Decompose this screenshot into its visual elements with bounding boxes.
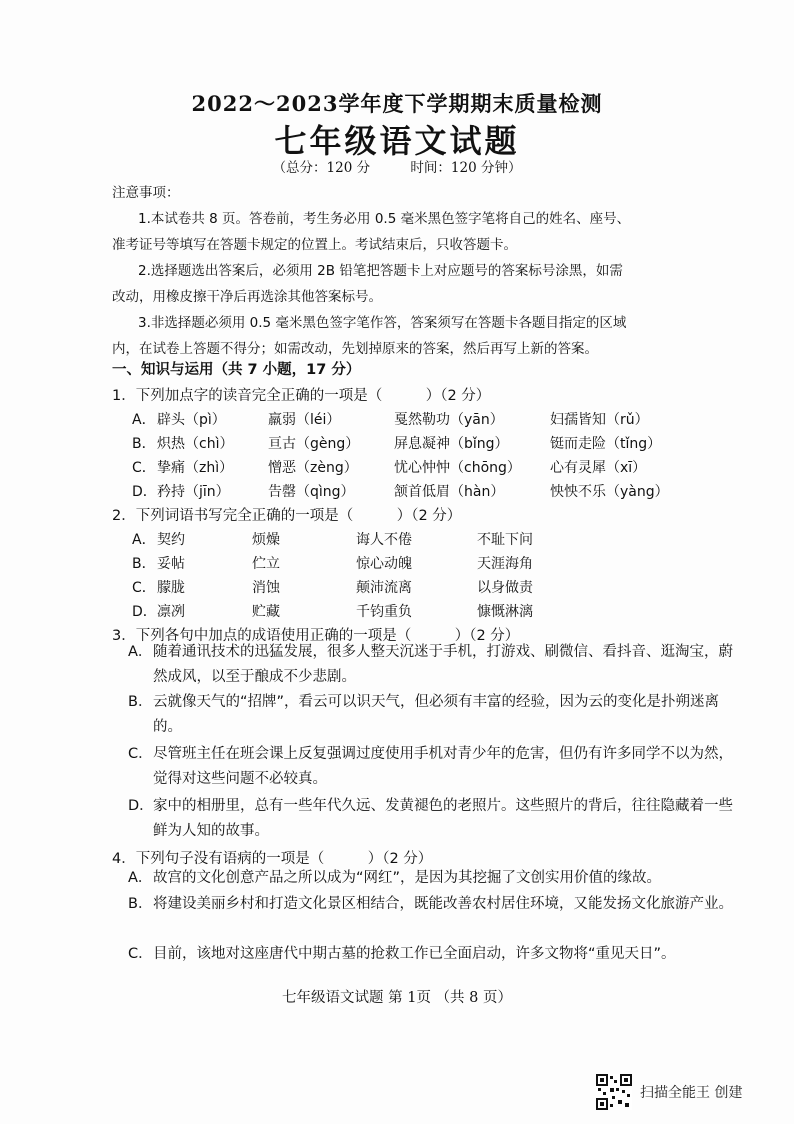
page-footer: 七年级语文试题 第 1页 （共 8 页） xyxy=(282,990,512,1006)
option-label: B． xyxy=(132,436,156,452)
option-text: 目前，该地对这座唐代中期古墓的抢救工作已全面启动，许多文物将“重见天日”。 xyxy=(153,946,676,962)
exam-period-title: 2022～2023学年度下学期期末质量检测 xyxy=(191,91,603,116)
option-item: 羸弱（léi） xyxy=(268,412,341,428)
question-2-stem: 2．下列词语书写完全正确的一项是（ ）（2 分） xyxy=(112,508,462,524)
question-3-stem: 3．下列各句中加点的成语使用正确的一项是（ ）（2 分） xyxy=(112,628,520,644)
option-label: A． xyxy=(132,532,156,548)
section-heading: 一、知识与运用（共 7 小题，17 分） xyxy=(112,362,361,378)
q3-option-d xyxy=(128,794,748,844)
option-label: C． xyxy=(132,580,156,596)
option-item: 妥帖 xyxy=(157,556,185,572)
question-1-stem: 1．下列加点字的读音完全正确的一项是（ ）（2 分） xyxy=(112,388,491,404)
option-item: 不耻下问 xyxy=(477,532,533,548)
option-item: 亘古（gèng） xyxy=(268,436,360,452)
option-label: C． xyxy=(132,460,156,476)
option-item: 忧心忡忡（chōng） xyxy=(394,460,521,476)
instructions xyxy=(112,180,630,362)
option-label: B． xyxy=(132,556,156,572)
option-label: A． xyxy=(128,644,153,660)
option-label: C． xyxy=(128,746,153,762)
option-item: 消蚀 xyxy=(252,580,280,596)
exam-subject-title: 七年级语文试题 xyxy=(274,122,520,160)
option-label: D． xyxy=(132,484,157,500)
q4-option-a xyxy=(128,866,748,891)
option-item: 千钧重负 xyxy=(356,604,412,620)
option-text: 家中的相册里，总有一些年代久远、发黄褪色的老照片。这些照片的背后，往往隐藏着一些鲜为人知的故事。 xyxy=(153,798,733,839)
option-item: 戛然勒功（yān） xyxy=(394,412,504,428)
option-label: D． xyxy=(128,798,154,814)
option-item: 诲人不倦 xyxy=(356,532,412,548)
option-text: 随着通讯技术的迅猛发展，很多人整天沉迷于手机，打游戏、刷微信、看抖音、逛淘宝，蔚然成风，以至于酿成不少悲剧。 xyxy=(153,644,733,685)
instruction-line: 2.选择题选出答案后，必须用 2B 铅笔把答题卡上对应题号的答案标号涂黑，如需 xyxy=(138,263,623,279)
option-item: 朦胧 xyxy=(157,580,185,596)
option-item: 妇孺皆知（rǔ） xyxy=(550,412,649,428)
option-item: 颔首低眉（hàn） xyxy=(394,484,505,500)
option-label: B． xyxy=(128,896,153,912)
option-item: 憎恶（zèng） xyxy=(268,460,358,476)
option-item: 惊心动魄 xyxy=(356,556,412,572)
instructions-heading: 注意事项： xyxy=(112,185,180,201)
option-label: A． xyxy=(128,870,153,886)
q3-option-b xyxy=(128,690,748,740)
scanner-watermark: 扫描全能王 创建 xyxy=(640,1085,743,1101)
option-item: 矜持（jīn） xyxy=(157,484,230,500)
option-item: 辟头（pì） xyxy=(157,412,226,428)
option-item: 伫立 xyxy=(252,556,280,572)
option-label: D． xyxy=(132,604,157,620)
instruction-line: 3.非选择题必须用 0.5 毫米黑色签字笔作答，答案须写在答题卡各题目指定的区域 xyxy=(138,315,627,331)
option-text: 尽管班主任在班会课上反复强调过度使用手机对青少年的危害，但仍有许多同学不以为然，觉得对这些问题不必较真。 xyxy=(153,746,733,787)
option-item: 挚痛（zhì） xyxy=(157,460,234,476)
instruction-line: 1.本试卷共 8 页。答卷前，考生务必用 0.5 毫米黑色签字笔将自己的姓名、座号、 xyxy=(138,211,631,227)
total-score: （总分：120 分 xyxy=(272,160,371,176)
option-text: 云就像天气的“招牌”，看云可以识天气，但必须有丰富的经验，因为云的变化是扑朔迷离的。 xyxy=(153,694,720,735)
q3-option-c xyxy=(128,742,748,792)
q4-option-c xyxy=(128,942,748,967)
option-label: C． xyxy=(128,946,153,962)
option-text: 将建设美丽乡村和打造文化景区相结合，既能改善农村居住环境，又能发扬文化旅游产业。 xyxy=(153,896,733,912)
option-item: 心有灵犀（xī） xyxy=(550,460,647,476)
instruction-line: 改动，用橡皮擦干净后再选涂其他答案标号。 xyxy=(112,289,382,305)
option-item: 怏怏不乐（yàng） xyxy=(550,484,669,500)
option-item: 颠沛流离 xyxy=(356,580,412,596)
instruction-line: 内，在试卷上答题不得分；如需改动，先划掉原来的答案，然后再写上新的答案。 xyxy=(112,341,598,357)
option-item: 慷慨淋漓 xyxy=(477,604,533,620)
option-item: 凛冽 xyxy=(157,604,185,620)
score-time-line xyxy=(0,156,794,176)
qr-code-icon xyxy=(596,1074,632,1110)
option-label: B． xyxy=(128,694,153,710)
option-item: 天涯海角 xyxy=(477,556,533,572)
option-item: 契约 xyxy=(157,532,185,548)
instruction-line: 准考证号等填写在答题卡规定的位置上。考试结束后，只收答题卡。 xyxy=(112,237,517,253)
option-item: 铤而走险（tǐng） xyxy=(550,436,662,452)
option-text: 故宫的文化创意产品之所以成为“网红”，是因为其挖掘了文创实用价值的缘故。 xyxy=(153,870,662,886)
option-label: A． xyxy=(132,412,156,428)
question-4-stem: 4．下列句子没有语病的一项是（ ）（2 分） xyxy=(112,851,433,867)
option-item: 炽热（chì） xyxy=(157,436,234,452)
option-item: 告罄（qìng） xyxy=(268,484,355,500)
q4-option-b xyxy=(128,892,748,942)
exam-time: 时间：120 分钟） xyxy=(410,160,522,176)
option-item: 烦燥 xyxy=(252,532,280,548)
option-item: 以身做责 xyxy=(477,580,533,596)
option-item: 贮藏 xyxy=(252,604,280,620)
option-item: 屏息凝神（bǐng） xyxy=(394,436,509,452)
q3-option-a xyxy=(128,640,748,690)
